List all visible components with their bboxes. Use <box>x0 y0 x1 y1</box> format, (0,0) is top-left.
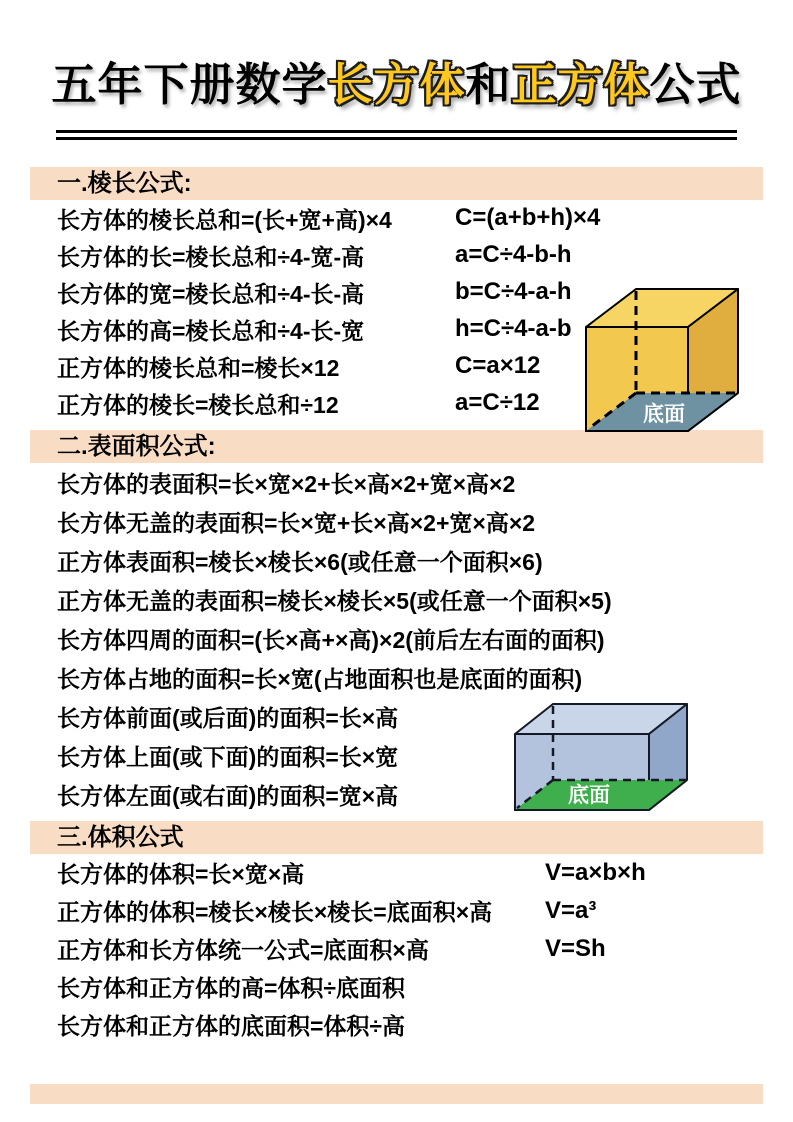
formula-algebra: a=C÷4-b-h <box>455 241 572 269</box>
title-highlight-cube: 正方体 <box>511 60 650 110</box>
bottom-accent-bar <box>30 1084 763 1104</box>
formula-row <box>30 200 763 237</box>
formula-chinese: 正方体表面积=棱长×棱长×6(或任意一个面积×6) <box>57 548 543 575</box>
formula-chinese: 正方体和长方体统一公式=底面积×高 <box>57 937 429 964</box>
formula-chinese: 长方体上面(或下面)的面积=长×宽 <box>57 743 399 770</box>
formula-algebra: C=a×12 <box>455 352 541 380</box>
formula-row <box>30 237 763 274</box>
title-highlight-cuboid: 长方体 <box>327 60 466 110</box>
formula-chinese: 长方体的高=棱长总和÷4-长-宽 <box>57 317 365 344</box>
cuboid-diagram <box>513 696 691 816</box>
formula-algebra: C=(a+b+h)×4 <box>455 204 601 232</box>
title-part-1: 五年下册数学 <box>51 60 328 110</box>
section-volume <box>30 854 763 1044</box>
formula-chinese: 长方体的长=棱长总和÷4-宽-高 <box>57 243 365 270</box>
formula-chinese: 长方体占地的面积=长×宽(占地面积也是底面的面积) <box>57 665 583 692</box>
formula-row <box>30 658 763 697</box>
section-heading-surface-area: 二.表面积公式: <box>30 430 763 463</box>
formula-chinese: 长方体的体积=长×宽×高 <box>57 861 305 888</box>
formula-chinese: 长方体和正方体的底面积=体积÷高 <box>57 1013 406 1040</box>
formula-algebra: b=C÷4-a-h <box>455 278 572 306</box>
formula-chinese: 长方体的棱长总和=(长+宽+高)×4 <box>57 206 392 233</box>
formula-algebra: V=a³ <box>545 896 597 924</box>
formula-row <box>30 463 763 502</box>
formula-chinese: 长方体和正方体的高=体积÷底面积 <box>57 975 406 1002</box>
formula-algebra: h=C÷4-a-b <box>455 315 572 343</box>
formula-chinese: 长方体左面(或右面)的面积=宽×高 <box>57 782 399 809</box>
formula-algebra: V=Sh <box>545 934 606 962</box>
cube-base-label: 底面 <box>643 403 685 426</box>
section-heading-edge-length: 一.棱长公式: <box>30 167 763 200</box>
title-double-underline <box>56 130 737 140</box>
formula-chinese: 正方体无盖的表面积=棱长×棱长×5(或任意一个面积×5) <box>57 587 612 614</box>
formula-chinese: 长方体四周的面积=(长×高+×高)×2(前后左右面的面积) <box>57 626 605 653</box>
formula-row <box>30 619 763 658</box>
formula-chinese: 正方体的棱长总和=棱长×12 <box>57 354 340 381</box>
title-part-3: 公式 <box>649 60 742 110</box>
formula-chinese: 正方体的棱长=棱长总和÷12 <box>57 391 339 418</box>
formula-row <box>30 580 763 619</box>
formula-algebra: a=C÷12 <box>455 389 540 417</box>
formula-row <box>30 892 763 930</box>
formula-chinese: 长方体的表面积=长×宽×2+长×高×2+宽×高×2 <box>57 470 516 497</box>
page-title <box>0 0 793 112</box>
formula-algebra: V=a×b×h <box>545 858 646 886</box>
formula-row <box>30 854 763 892</box>
formula-chinese: 长方体前面(或后面)的面积=长×高 <box>57 704 399 731</box>
formula-row <box>30 1006 763 1044</box>
formula-chinese: 正方体的体积=棱长×棱长×棱长=底面积×高 <box>57 899 493 926</box>
cube-diagram <box>584 281 742 435</box>
formula-row <box>30 541 763 580</box>
title-part-2: 和 <box>465 60 512 110</box>
formula-row <box>30 968 763 1006</box>
formula-chinese: 长方体无盖的表面积=长×宽+长×高×2+宽×高×2 <box>57 509 536 536</box>
section-heading-volume: 三.体积公式 <box>30 821 763 854</box>
formula-chinese: 长方体的宽=棱长总和÷4-长-高 <box>57 280 365 307</box>
formula-row <box>30 930 763 968</box>
formula-row <box>30 502 763 541</box>
cuboid-base-label: 底面 <box>568 784 610 807</box>
